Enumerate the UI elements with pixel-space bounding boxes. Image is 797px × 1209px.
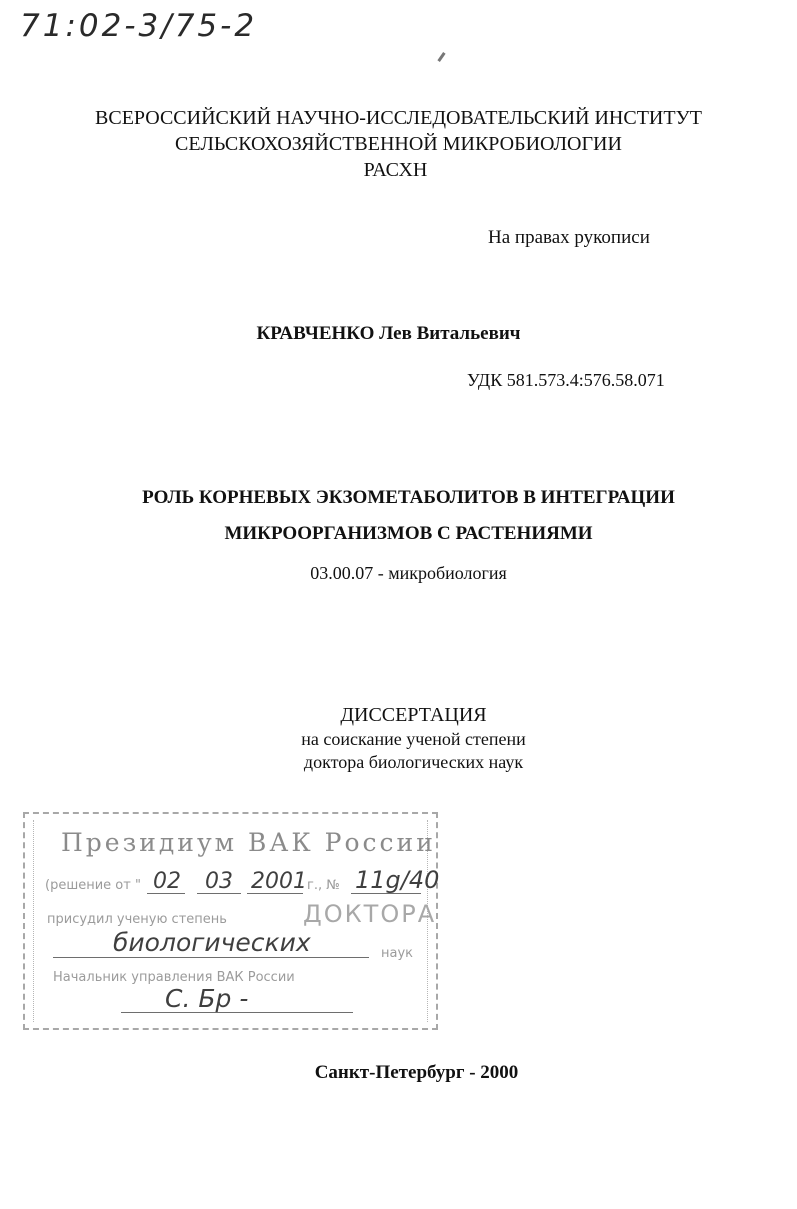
stamp-number: 11g/40 bbox=[355, 866, 440, 894]
stamp-decision-prefix: (решение от " bbox=[45, 878, 141, 893]
dissertation-degree-line1: на соискание ученой степени bbox=[301, 729, 526, 749]
rights-notice: На правах рукописи bbox=[488, 227, 650, 248]
field-rule bbox=[53, 957, 369, 958]
month-rule bbox=[197, 893, 241, 894]
stamp-day: 02 bbox=[153, 869, 181, 894]
dissertation-degree-line2: доктора биологических наук bbox=[303, 752, 524, 772]
specialty-code: 03.00.07 - микробиология bbox=[310, 563, 507, 583]
institute-academy: РАСХН bbox=[363, 159, 428, 181]
city-year: Санкт-Петербург - 2000 bbox=[314, 1062, 519, 1083]
vak-approval-stamp bbox=[23, 812, 438, 1030]
day-rule bbox=[147, 893, 185, 894]
institute-name-line1: ВСЕРОССИЙСКИЙ НАУЧНО-ИССЛЕДОВАТЕЛЬСКИЙ ИНСТИТУТ bbox=[95, 107, 702, 129]
stamp-field-suffix: наук bbox=[381, 946, 414, 961]
stamp-signature: С. Бр - bbox=[165, 984, 249, 1013]
stamp-head-title: Начальник управления ВАК России bbox=[53, 970, 295, 985]
stamp-awarded-prefix: присудил ученую степень bbox=[47, 912, 227, 927]
number-rule bbox=[351, 893, 421, 894]
year-rule bbox=[247, 893, 303, 894]
thesis-title-line2: МИКРООРГАНИЗМОВ С РАСТЕНИЯМИ bbox=[224, 523, 593, 544]
udc-code: УДК 581.573.4:576.58.071 bbox=[467, 370, 665, 390]
stamp-title: Президиум ВАК России bbox=[61, 828, 436, 857]
stamp-year: 2001 bbox=[251, 869, 307, 894]
stamp-number-prefix: г., № bbox=[307, 878, 340, 893]
signature-rule bbox=[121, 1012, 353, 1013]
stamp-degree: ДОКТОРА bbox=[303, 900, 437, 928]
handwritten-archive-code: 71:02-3/75-2 bbox=[20, 8, 258, 44]
stamp-month: 03 bbox=[205, 869, 233, 894]
scan-speck bbox=[437, 52, 445, 62]
institute-name-line2: СЕЛЬСКОХОЗЯЙСТВЕННОЙ МИКРОБИОЛОГИИ bbox=[175, 133, 622, 155]
dissertation-heading: ДИССЕРТАЦИЯ bbox=[340, 704, 487, 726]
thesis-title-line1: РОЛЬ КОРНЕВЫХ ЭКЗОМЕТАБОЛИТОВ В ИНТЕГРАЦИИ bbox=[142, 487, 675, 508]
stamp-field: биологических bbox=[113, 928, 311, 957]
author-name: КРАВЧЕНКО Лев Витальевич bbox=[256, 323, 521, 344]
